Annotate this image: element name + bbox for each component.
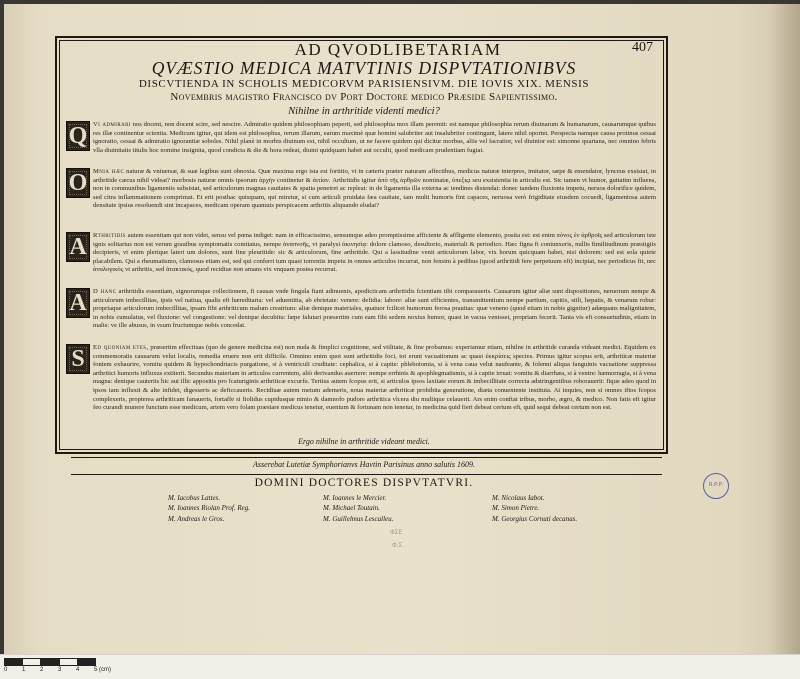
doctor-name: M. Michael Toutain. — [323, 504, 380, 513]
paragraph-text: arthritidis essentiam, signorumque collectionem, fi causas vnde fingula fiant adinuenis, apodicticam arthritidis fcientiam tibi comparaueris. Causarum igitur aliæ sunt dispositiones, neruorum nempe & articulorum imbecillitas, ipsis vel natiua, qualis eft hæreditaria: vel aduentitia, ab ebrietate: venere: defidia: labore: aliæ sunt efficientes, transmittentium nempe partium, capitis, stili, hepatis, & venarum robur: propriaque articulorum imbecillitas, ipsam fibi arthriticum malum creatrium: aliæ denique materiales, quatuor fcilicet humorum ferosa prauitas: quæ veneno (quod etiam in nobis gignitur) adæquans malignitatem, in nobis cumulatus, vel fluxione: vel congestione: vel denique decubitu: fæpe falutari præsertim cum eam fibi sedem noxius humor, quasi in vacua venisset, propriam fecerit. Tanta vis eft consuetudinis, etiam in malis: ve ille abusus, in vsum fructumque nobis concedat. — [93, 288, 656, 330]
ruler-label: 2 — [40, 667, 44, 673]
divider-rule — [71, 457, 662, 458]
asserebat-line: Asserebat Lutetiæ Symphorianvs Havtin Parisinus anno salutis 1609. — [253, 460, 475, 469]
title-line-3: DISCVTIENDA IN SCHOLIS MEDICORVM PARISIENSIVM. DIE IOVIS XIX. MENSIS — [138, 78, 590, 90]
title-line-1: AD QVODLIBETARIAM — [294, 40, 502, 59]
scale-ruler — [0, 654, 800, 679]
doctor-name: M. Georgius Cornuti decanus. — [492, 514, 578, 523]
paragraph-lead: D hanc — [93, 288, 117, 295]
title-line-2: QVÆSTIO MEDICA MATVTINIS DISPVTATIONIBVS — [151, 58, 577, 78]
doctor-name: M. Ioannes le Mercier. — [323, 494, 387, 502]
library-stamp: R.P.P. — [703, 473, 729, 499]
paragraph-lead: Ed quoniam etes, — [93, 344, 149, 351]
body-paragraph — [93, 288, 656, 340]
doctors-column — [323, 493, 393, 524]
motto: Nihilne in arthritide videnti medici? — [288, 106, 440, 117]
drop-cap-initial: O — [66, 168, 90, 198]
conclusion-line: Ergo nihilne in arthritide videant medici. — [298, 437, 430, 446]
pencil-annotation: Φ.Σ. — [392, 543, 404, 549]
divider-rule — [71, 474, 662, 475]
doctors-column — [168, 493, 250, 524]
ruler-labels — [2, 667, 112, 677]
doctor-name: M. Simon Pietre. — [492, 504, 540, 513]
doctor-name: M. Andreas le Gros. — [168, 514, 225, 523]
doctor-name: M. Nicolaus Iabot. — [492, 494, 545, 502]
body-paragraph — [93, 168, 656, 228]
pencil-annotation: ΦΣΕ — [390, 530, 403, 536]
paragraph-text: autem essentiam qui non videt, sensu vel pœna indiget: nam in efficacissimo, sensumque adeo promptissime afficiente & affligente elemento, posita est: est enim πόνος ἐν ἀρθροῖς sed articulorum iste ignis solitarius non est verum grauibus symptomatis comitatus, nempe ἀναπνοῆς, vt paralysi ἀκινησίᾳ: dolore clamoso, desultorio, materiali & periodico. Hæc figna fi coniunxeris, nullis fimilitudinum præstigiis decipieris, vt enim plerique lateri um dolores, sunt fine pleuritide: sic & articulorum, fine arthritide. Qui a lassitudine venit articulorum labor, vix horum quicquam habet, nisi dolorem: sed est sola quiete placabilem. Qui a rheumatismo, clamosus etiam est, sed qui conferri tum quasi torrentis impetu in omnes articulos incurrat, non fensim à pedibus (quod arthritidi fere perpetuum eft) incipiat, nec periodicus fit, nec ἀναλογικὸς vt arthritis, sed ἀτακτικός, quod recidiue non amans vix vnquam postea recurrat. — [93, 232, 656, 274]
doctors-heading: DOMINI DOCTORES DISPVTATVRI. — [254, 477, 474, 489]
drop-cap-initial: S — [66, 344, 90, 374]
doctor-name: M. Iacobus Lattes. — [168, 494, 221, 502]
ruler-label: 3 — [58, 667, 62, 673]
ruler-label: 5 (cm) — [94, 667, 111, 673]
page-number: 407 — [632, 40, 653, 55]
ruler-scale-bar — [4, 658, 96, 666]
paragraph-lead: Vi admirari — [93, 121, 131, 128]
doctors-column — [492, 493, 577, 524]
paragraph-lead: Rthritidis — [93, 232, 126, 239]
paragraph-text: naturæ & vniuersæ, & suæ legibus sunt obnoxia. Quæ maxima ergo ista est fortitio, vt in cæteris præter naturam affectibus, medicus naturæ interpres, imitator, sæpe & emendator, lynceus exsistat, in arthritide cæcus nihil videat? morbosis naturæ omnis ipsorum ἀρχὴν continetur & ἀιτίαν. Arthritidis igitur ἀπὸ τῆς ἀρθρῶν nominatæ, ὑπεξιςι seu exsistentia in articulis est. Sic tamen vt humor, guttatim influens, non in communibus ligamentis subsistat, sed articulorum magnas cauitates & spatia penetret ac repleat: in de ligamenta illa externa ac tendines distendat: donec tandem fluxionis impetu, neruos dolorifice quidem, sed citra inflammationem comprimat. Et erit posthac quisquam, qui miretur, si cum articuli pruidata fæa cauitate, tam multi humoris fint capaces, neruosa verò frigiditate eiusdem cocuedi, ligamentosa autem densitate ipsius resoluendi sint incapaces, medicam operam quamuis perspicacem arthritis aliquando eludat? — [93, 168, 656, 210]
drop-cap-initial: Q — [66, 121, 90, 151]
body-paragraph — [93, 344, 656, 430]
drop-cap-initial: A — [66, 288, 90, 318]
ruler-label: 4 — [76, 667, 80, 673]
paragraph-text: nos docent, non docent scire, sed nescire. Admiratio quidem philosophiam peperit, sed philosophia mox illam peremit: est namque philosophia rerum diuinarum & humanarum, causarumque quibus res illæ continentur scientia. Medicum igitur, qui idem est philosophus, rerum illarum, earum maximè quæ homini salubriter aut insalubriter contingunt, latere nihil oportet. Perspecta namque causa protinus cessat ignoratio, cessat & admiratio ignorantiæ soboles. Nihil planè in morbis diuinum est, nihil occultum, ut ne facere quidem qui dicitur morbus, aliis vel facratior, vel diuinior est: simonne quartana, nec omnino febris vlla diuinitatis titulis hoc nomine insignita, quod condicta & die & hora redeat, diuini quidquam habet aut occulti, quod medicam prudentiam fugiat. — [93, 121, 656, 154]
ruler-label: 0 — [4, 667, 8, 673]
doctor-name: M. Guillelmus Lescalleu. — [323, 514, 394, 523]
paragraph-text: præsertim effectiuas (quo de genere medicina est) non nuda & fimplici cognitione, sed vtilitate, & fine probamus: experiamur etiam, nihilne in arthritide curanda videant medici. Equidem ex commemoratis causarum velut localis, remedia eruere non erit difficile. Omnino enim quot sunt arthritidis foci, tot erunt vacuationum ac quasi ἐκκρίσεις species. Primus igitur scopus erit, arthriticæ materiæ fontem exhaurire, vomitu quidem & hypochondriacis purgatione, si à ventriculi cruditate: cephalica, si à capite: phlebotomia, si à vena caua velut naufeante, & folenni aliqua fanguinis vacuatione suppressa arthritici humoris influxus extiterit. Secundus materiam in articulos currentem, aliò derivandus auertere: nempe errhinis & apophlegmatismis, si à capite irruat: vomitu & diarrhæa, si à ventre: hæmorragia, si à vena magna: denique cauteriis hic aut illic appositis pro fcaturiginis arthriticæ excurfu. Tertius autem fcopus erit, si articulos ipsos laxitate eorum & imbecillitate correcta adstringentibus roborauerit: fique adeo quod in ipsos iam influxit & alte infidet, digesseris ac deficcaueris. Recidiuæ autem metum ademeris, noua materiæ arthriticæ prohibita generatione, diæta conueniente instituta. At inquies, non si omnes iftos fcopos complexeris, propterea arthriticam fanaueris, fortaffe si fiolidus cupidusque nimio & damnofo pudore arthritica vlcera diu multique celauerit. Ars enim conftat tribus, morbo, ægro, & medico. Non fatis eft igitur feo curandi munere functum esse medicum, artem vero folam præstare medicus tenetur, euentum & fortunam non tenetur, in medicina quid fieri debeat certum eft, quid sequi debeat certum non est. — [93, 344, 656, 412]
title-line-4: Novembris magistro Francisco dv Port Doctore medico Præside Sapientissimo. — [170, 91, 558, 103]
drop-cap-initial: A — [66, 232, 90, 262]
body-paragraph — [93, 232, 656, 284]
doctor-name: M. Ioannes Riolan Prof. Reg. — [168, 504, 250, 513]
body-paragraph — [93, 121, 656, 164]
ruler-label: 1 — [22, 667, 26, 673]
paragraph-lead: Mnia hæc — [93, 168, 125, 175]
